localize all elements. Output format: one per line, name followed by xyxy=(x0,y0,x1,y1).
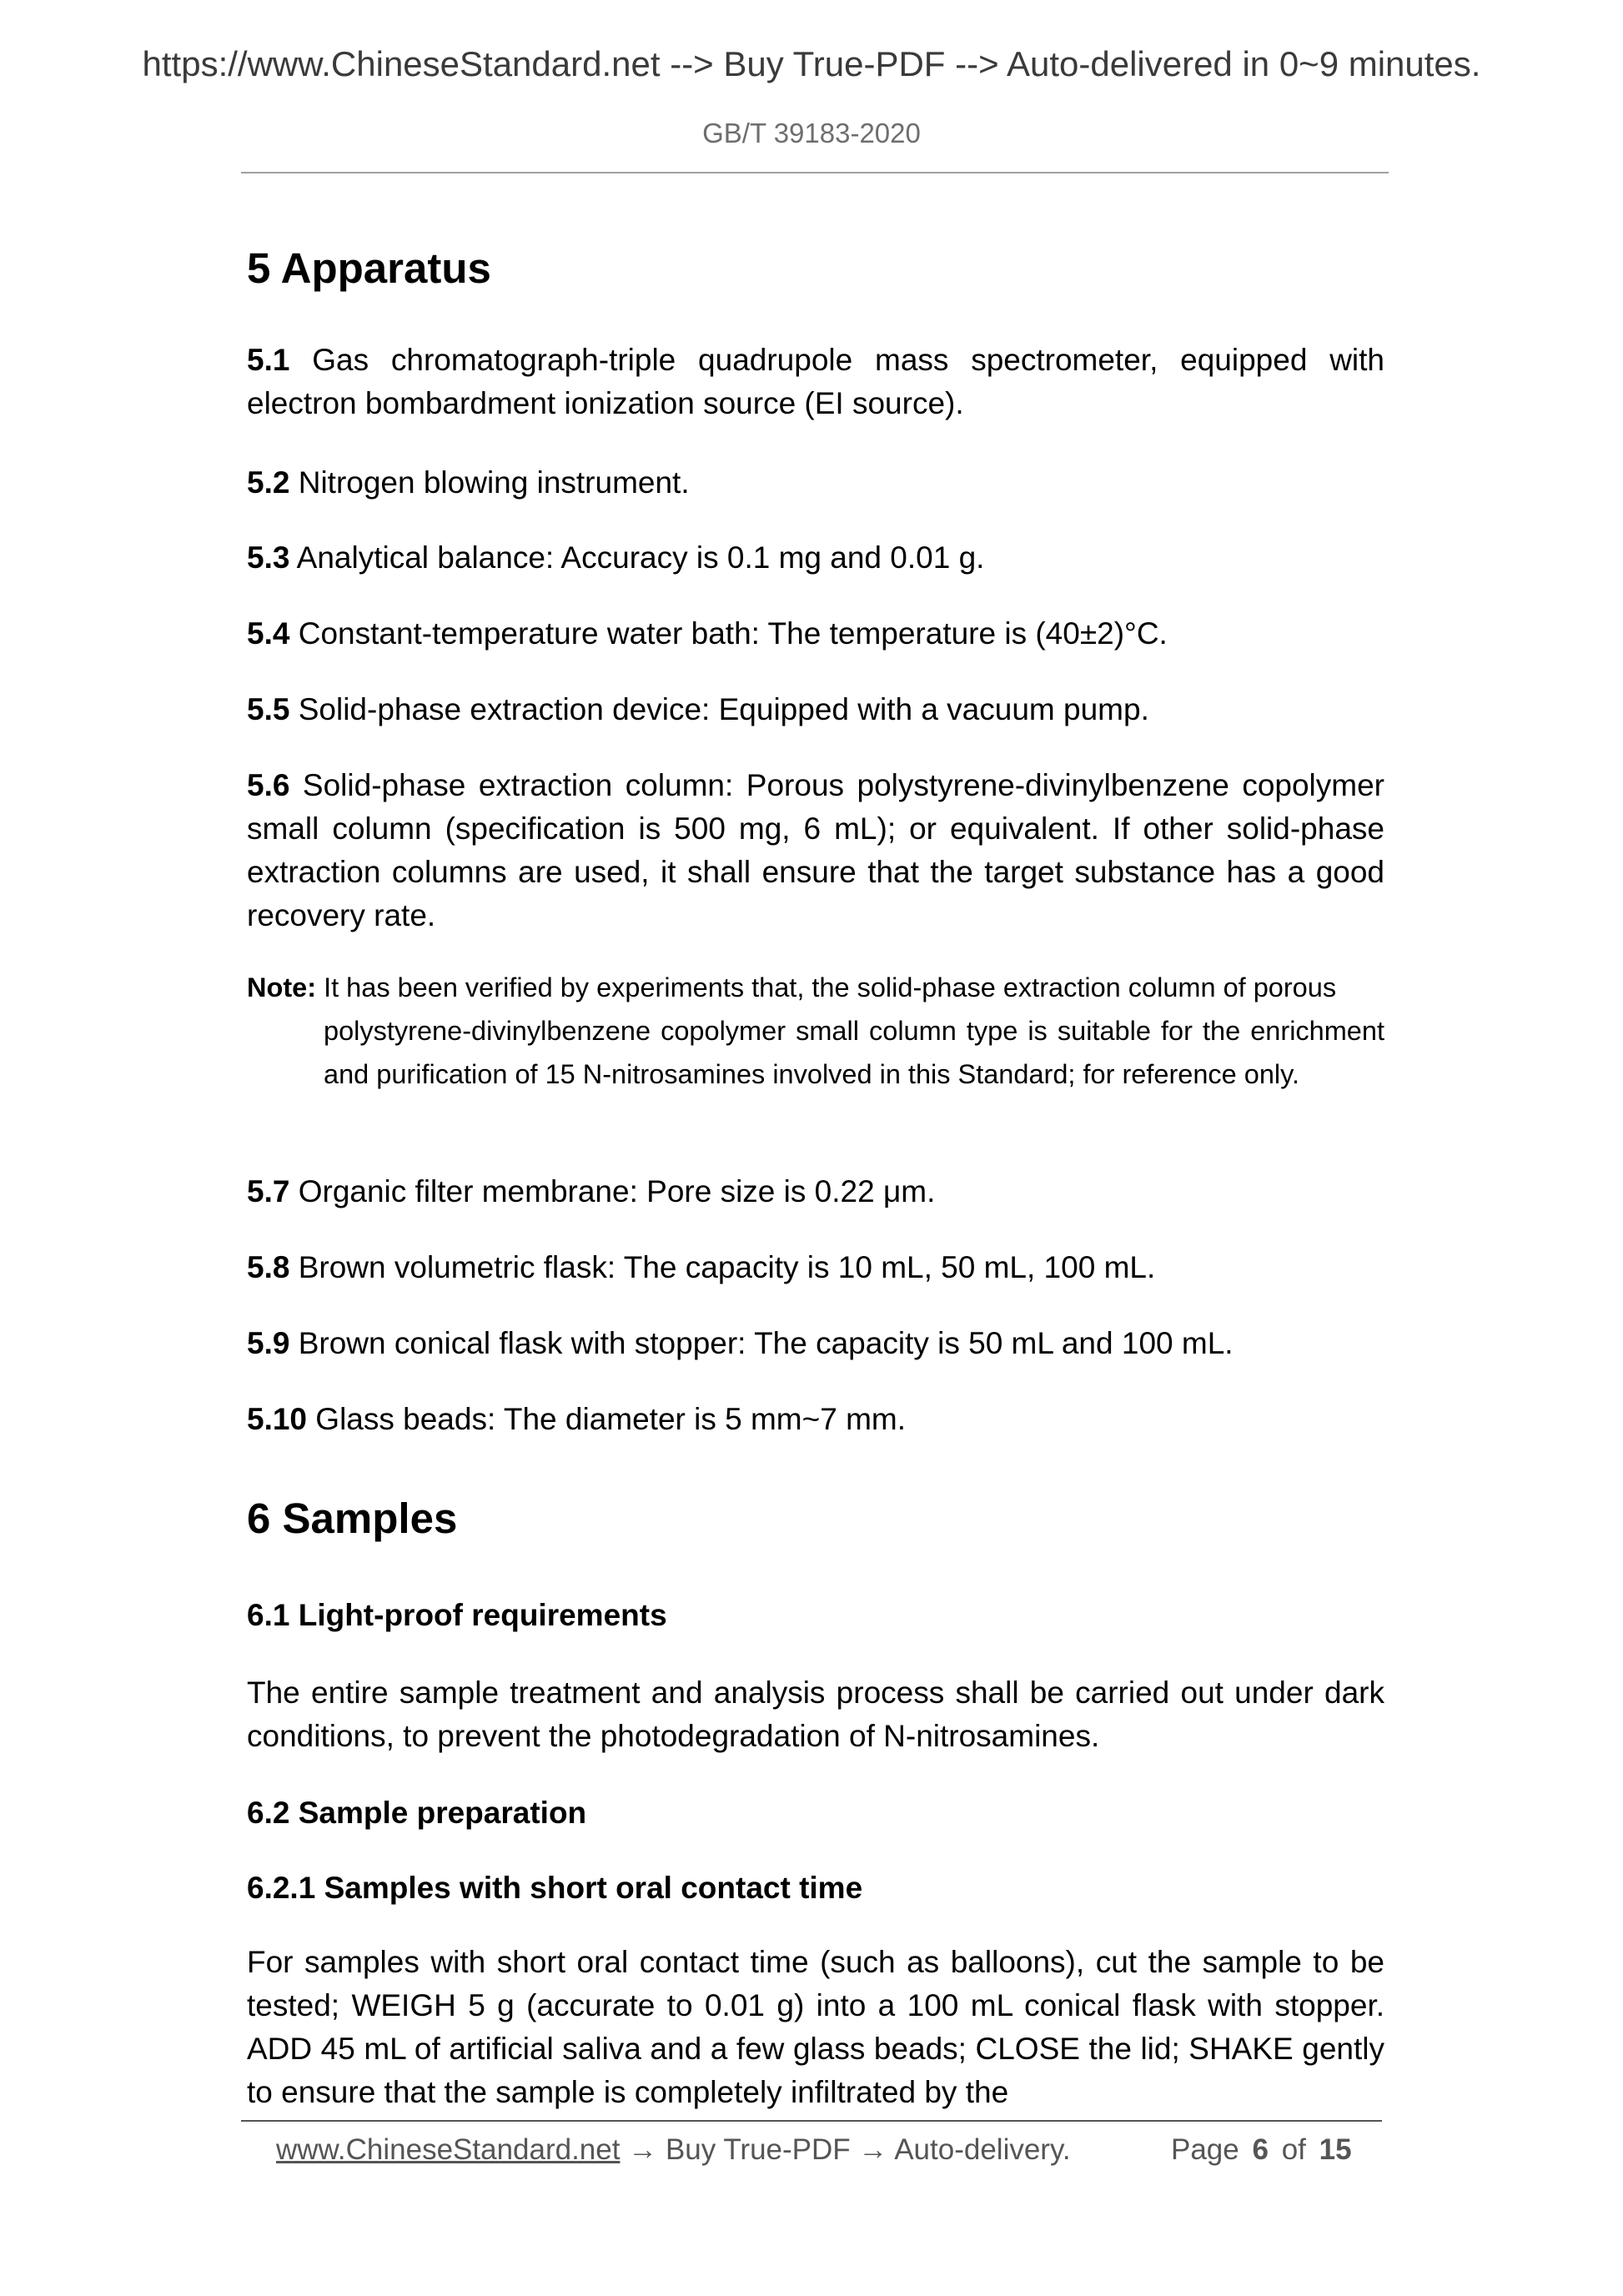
item-number: 5.2 xyxy=(247,465,290,500)
section-6-1-text: The entire sample treatment and analysis process shall be carried out under dark conditions, to prevent the photodegradation of N-nitrosamines. xyxy=(247,1676,1384,1753)
note-text-first: It has been verified by experiments that, the solid-phase extraction column of porous xyxy=(316,972,1337,1002)
section-5-title: 5 Apparatus xyxy=(247,244,491,292)
item-number: 5.6 xyxy=(247,768,290,802)
footer-site-link[interactable]: www.ChineseStandard.net xyxy=(276,2133,621,2166)
item-text: Brown volumetric flask: The capacity is 10 mL, 50 mL, 100 mL. xyxy=(289,1250,1156,1284)
item-number: 5.10 xyxy=(247,1402,308,1436)
note-text-rest: polystyrene-divinylbenzene copolymer small column type is suitable for the enrichment and purification of 15 N-nitrosamines involved in this Standard; for reference only. xyxy=(324,1016,1384,1089)
page-indicator xyxy=(1171,2132,1352,2168)
item-text: Analytical balance: Accuracy is 0.1 mg and 0.01 g. xyxy=(289,540,985,575)
footer-buy-text: Buy True-PDF xyxy=(665,2133,851,2166)
footer-left xyxy=(276,2132,1071,2168)
section-6-2-1-text: For samples with short oral contact time (such as balloons), cut the sample to be tested; WEIGH 5 g (accurate to 0.01 g) into a 100 mL conical flask with stopper. ADD 45 mL of artificial saliva and a few glass beads; CLOSE the lid; SHAKE gently to ensure that the sample is completely infiltrated by the xyxy=(247,1945,1384,2109)
item-5-4 xyxy=(247,612,1384,656)
item-5-9 xyxy=(247,1322,1384,1365)
item-number: 5.8 xyxy=(247,1250,290,1284)
page-label: Page xyxy=(1171,2133,1239,2166)
item-text: Brown conical flask with stopper: The capacity is 50 mL and 100 mL. xyxy=(289,1326,1234,1360)
item-number: 5.7 xyxy=(247,1174,290,1208)
item-number: 5.9 xyxy=(247,1326,290,1360)
header-url-banner: https://www.ChineseStandard.net --> Buy True-PDF --> Auto-delivered in 0~9 minutes. xyxy=(142,44,1481,83)
footer-auto-text: Auto-delivery. xyxy=(894,2133,1071,2166)
section-6-title: 6 Samples xyxy=(247,1495,458,1542)
item-text: Solid-phase extraction column: Porous polystyrene-divinylbenzene copolymer small column (specification is 500 mg, 6 mL); or equivalent. If other solid-phase extraction columns are used, it shall ensure that the target substance has a good recovery rate. xyxy=(247,768,1384,932)
item-number: 5.1 xyxy=(247,343,290,377)
item-5-7 xyxy=(247,1170,1384,1213)
note-label: Note: xyxy=(247,972,317,1002)
item-number: 5.5 xyxy=(247,692,290,726)
item-text: Organic filter membrane: Pore size is 0.22 μm. xyxy=(289,1174,936,1208)
item-5-10 xyxy=(247,1398,1384,1441)
arrow-right-icon: → xyxy=(628,2133,658,2166)
section-6-2-title: 6.2 Sample preparation xyxy=(247,1796,587,1830)
footer-divider xyxy=(241,2120,1382,2122)
item-text: Gas chromatograph-triple quadrupole mass spectrometer, equipped with electron bombardment ionization source (EI source). xyxy=(247,343,1384,420)
item-5-2 xyxy=(247,461,1384,505)
item-text: Glass beads: The diameter is 5 mm~7 mm. xyxy=(307,1402,907,1436)
item-text: Solid-phase extraction device: Equipped with a vacuum pump. xyxy=(289,692,1149,726)
item-5-3 xyxy=(247,536,1384,580)
arrow-right-icon: → xyxy=(858,2133,888,2166)
item-number: 5.4 xyxy=(247,616,290,651)
item-5-6 xyxy=(247,764,1384,937)
item-text: Constant-temperature water bath: The temperature is (40±2)°C. xyxy=(289,616,1168,651)
item-number: 5.3 xyxy=(247,540,290,575)
section-6-1-title: 6.1 Light-proof requirements xyxy=(247,1598,667,1632)
page-total: 15 xyxy=(1319,2133,1352,2166)
header-divider xyxy=(241,172,1389,173)
standard-code: GB/T 39183-2020 xyxy=(702,118,921,148)
of-label: of xyxy=(1281,2133,1306,2166)
item-text: Nitrogen blowing instrument. xyxy=(289,465,690,500)
item-5-5 xyxy=(247,688,1384,731)
note-first-line xyxy=(247,966,1384,1009)
note-block xyxy=(247,966,1384,1141)
item-5-1 xyxy=(247,339,1384,425)
page-current: 6 xyxy=(1252,2133,1269,2166)
item-5-8 xyxy=(247,1246,1384,1289)
section-6-2-1-title: 6.2.1 Samples with short oral contact time xyxy=(247,1871,863,1905)
